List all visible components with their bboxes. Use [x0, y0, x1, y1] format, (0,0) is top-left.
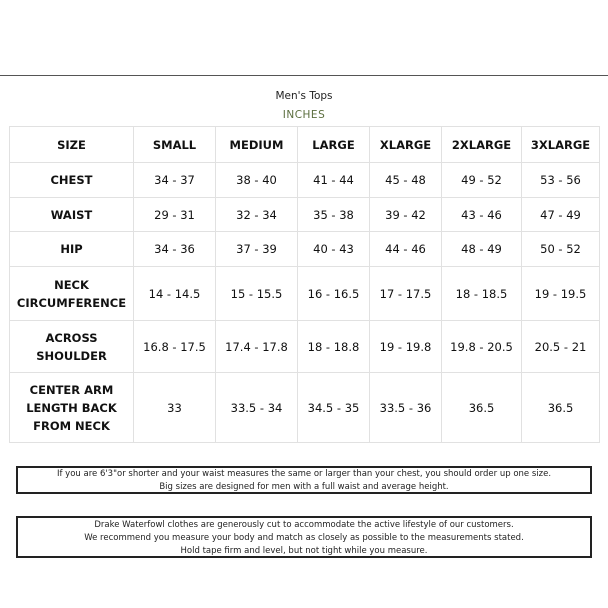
table-cell: 16 - 16.5	[298, 267, 370, 321]
size-chart-table	[9, 126, 600, 443]
row-label-line: NECK	[54, 277, 89, 292]
row-label-line: SHOULDER	[36, 348, 107, 363]
table-cell: 15 - 15.5	[216, 267, 298, 321]
table-cell: 40 - 43	[298, 232, 370, 267]
table-cell: 19 - 19.8	[370, 321, 442, 373]
table-cell: 34 - 36	[134, 232, 216, 267]
row-label-line: CENTER ARM	[29, 382, 114, 397]
table-cell: 18 - 18.5	[442, 267, 522, 321]
table-cell: 48 - 49	[442, 232, 522, 267]
column-header: 3XLARGE	[522, 127, 600, 163]
table-cell: 47 - 49	[522, 198, 600, 232]
column-header: MEDIUM	[216, 127, 298, 163]
row-label-line: CHEST	[50, 173, 93, 187]
table-cell: 44 - 46	[370, 232, 442, 267]
row-label	[10, 267, 134, 321]
table-cell: 29 - 31	[134, 198, 216, 232]
table-cell: 34.5 - 35	[298, 373, 370, 443]
row-label	[10, 198, 134, 232]
row-label-line: LENGTH BACK	[26, 400, 117, 415]
table-cell: 35 - 38	[298, 198, 370, 232]
column-header: LARGE	[298, 127, 370, 163]
table-cell: 33.5 - 34	[216, 373, 298, 443]
note-line: We recommend you measure your body and match as closely as possible to the measurements stated.	[84, 533, 524, 543]
column-header: 2XLARGE	[442, 127, 522, 163]
row-label-line: HIP	[60, 242, 83, 256]
column-header: XLARGE	[370, 127, 442, 163]
table-cell: 19 - 19.5	[522, 267, 600, 321]
table-cell: 20.5 - 21	[522, 321, 600, 373]
note-line: Drake Waterfowl clothes are generously cut to accommodate the active lifestyle of our customers.	[94, 520, 514, 530]
row-label-line: WAIST	[50, 207, 93, 222]
table-cell: 19.8 - 20.5	[442, 321, 522, 373]
table-cell: 49 - 52	[442, 163, 522, 198]
table-row	[10, 373, 600, 443]
table-cell: 43 - 46	[442, 198, 522, 232]
measuring-note-box	[16, 516, 592, 558]
row-label	[10, 373, 134, 443]
table-cell: 33	[134, 373, 216, 443]
row-label-line: ACROSS	[45, 330, 98, 345]
sizing-note-box	[16, 466, 592, 494]
table-row	[10, 267, 600, 321]
table-row	[10, 232, 600, 267]
table-row	[10, 321, 600, 373]
table-cell: 53 - 56	[522, 163, 600, 198]
column-header: SMALL	[134, 127, 216, 163]
note-line: Hold tape firm and level, but not tight while you measure.	[180, 546, 428, 556]
table-header-row	[10, 127, 600, 163]
table-cell: 33.5 - 36	[370, 373, 442, 443]
row-label-line: FROM NECK	[33, 418, 110, 433]
row-label	[10, 232, 134, 267]
top-divider	[0, 75, 608, 76]
table-cell: 38 - 40	[216, 163, 298, 198]
table-cell: 17.4 - 17.8	[216, 321, 298, 373]
table-cell: 45 - 48	[370, 163, 442, 198]
row-label	[10, 163, 134, 198]
row-label-line: CIRCUMFERENCE	[16, 295, 127, 310]
unit-label: INCHES	[282, 109, 326, 121]
table-cell: 36.5	[522, 373, 600, 443]
table-row	[10, 163, 600, 198]
table-cell: 37 - 39	[216, 232, 298, 267]
table-row	[10, 198, 600, 232]
table-cell: 41 - 44	[298, 163, 370, 198]
table-cell: 39 - 42	[370, 198, 442, 232]
chart-title: Men's Tops	[275, 90, 333, 102]
table-cell: 17 - 17.5	[370, 267, 442, 321]
note-line: Big sizes are designed for men with a full waist and average height.	[159, 482, 449, 492]
column-header: SIZE	[10, 127, 134, 163]
table-cell: 34 - 37	[134, 163, 216, 198]
table-cell: 14 - 14.5	[134, 267, 216, 321]
table-cell: 50 - 52	[522, 232, 600, 267]
note-line: If you are 6'3"or shorter and your waist measures the same or larger than your chest, you should order up one size.	[56, 469, 552, 479]
table-cell: 36.5	[442, 373, 522, 443]
table-cell: 32 - 34	[216, 198, 298, 232]
row-label	[10, 321, 134, 373]
table-cell: 18 - 18.8	[298, 321, 370, 373]
table-cell: 16.8 - 17.5	[134, 321, 216, 373]
